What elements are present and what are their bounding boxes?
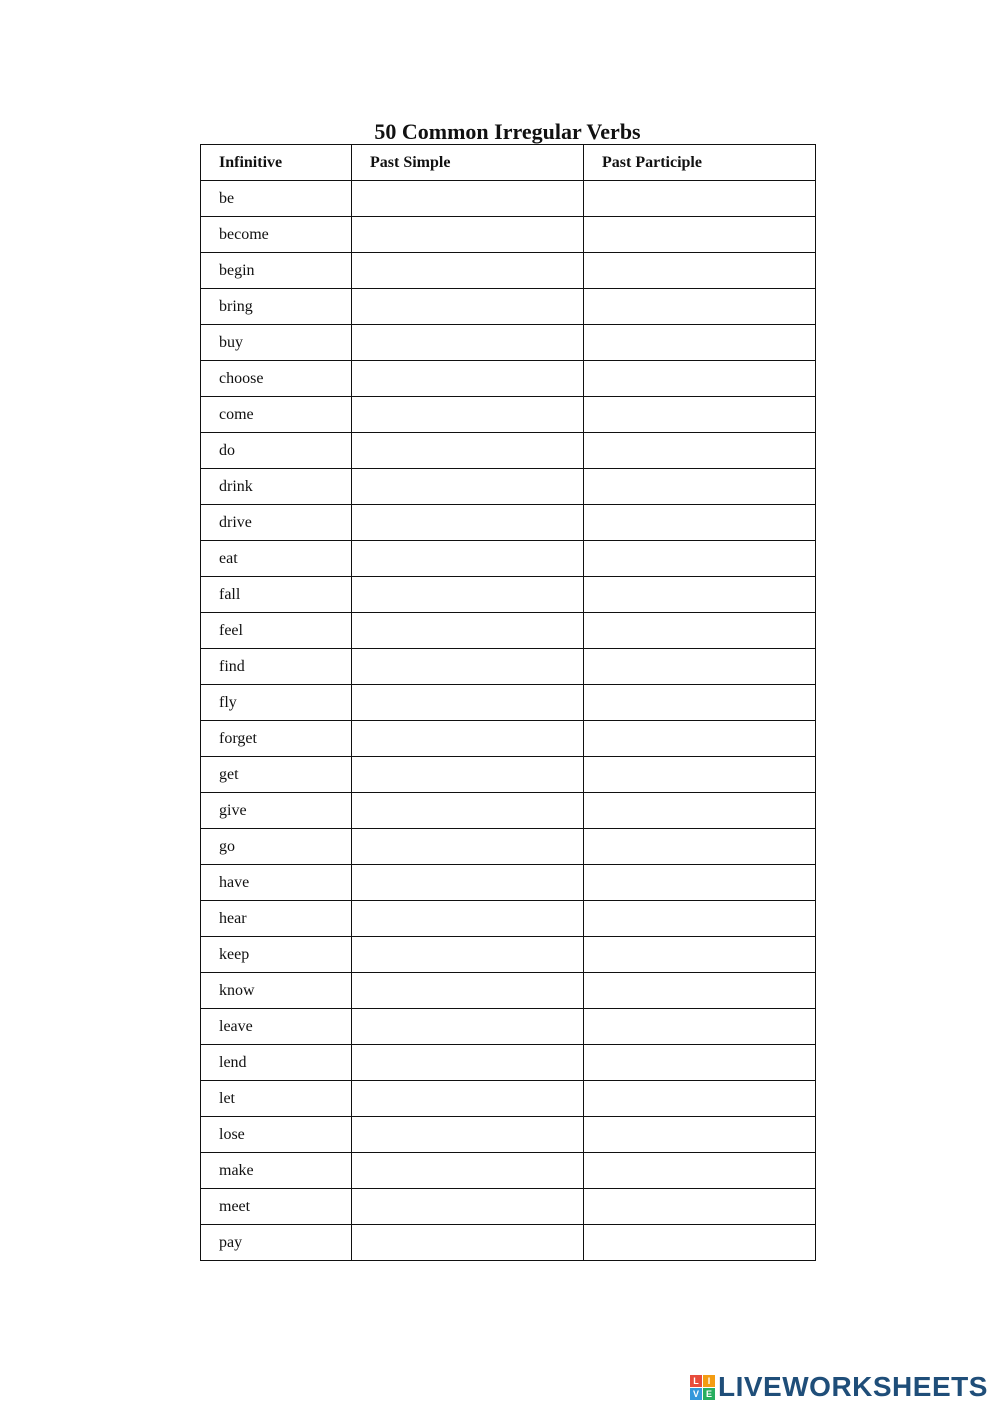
- table-row: [201, 649, 816, 685]
- infinitive-cell: lose: [201, 1117, 352, 1153]
- infinitive-cell: meet: [201, 1189, 352, 1225]
- past-simple-cell: [352, 181, 584, 217]
- infinitive-cell: feel: [201, 613, 352, 649]
- infinitive-cell: be: [201, 181, 352, 217]
- past-participle-cell: [584, 757, 816, 793]
- past-simple-cell: [352, 541, 584, 577]
- past-simple-cell: [352, 901, 584, 937]
- table-row: [201, 685, 816, 721]
- past-participle-cell: [584, 217, 816, 253]
- past-participle-input[interactable]: [602, 723, 819, 755]
- verb-table: [200, 144, 816, 1261]
- past-simple-input[interactable]: [370, 543, 587, 575]
- past-participle-input[interactable]: [602, 975, 819, 1007]
- past-simple-input[interactable]: [370, 363, 587, 395]
- past-simple-cell: [352, 577, 584, 613]
- past-participle-cell: [584, 181, 816, 217]
- past-participle-input[interactable]: [602, 183, 819, 215]
- infinitive-cell: drive: [201, 505, 352, 541]
- past-participle-input[interactable]: [602, 651, 819, 683]
- past-simple-input[interactable]: [370, 1191, 587, 1223]
- past-simple-input[interactable]: [370, 183, 587, 215]
- past-participle-input[interactable]: [602, 1083, 819, 1115]
- past-simple-cell: [352, 793, 584, 829]
- infinitive-cell: make: [201, 1153, 352, 1189]
- past-participle-cell: [584, 253, 816, 289]
- past-participle-input[interactable]: [602, 615, 819, 647]
- past-simple-input[interactable]: [370, 903, 587, 935]
- logo-mark-tile: V: [690, 1388, 702, 1400]
- past-simple-input[interactable]: [370, 435, 587, 467]
- table-row: [201, 793, 816, 829]
- past-participle-input[interactable]: [602, 1191, 819, 1223]
- past-simple-input[interactable]: [370, 723, 587, 755]
- past-participle-cell: [584, 505, 816, 541]
- past-simple-cell: [352, 613, 584, 649]
- past-simple-input[interactable]: [370, 867, 587, 899]
- infinitive-cell: go: [201, 829, 352, 865]
- table-row: [201, 325, 816, 361]
- past-participle-cell: [584, 361, 816, 397]
- past-participle-cell: [584, 433, 816, 469]
- infinitive-cell: leave: [201, 1009, 352, 1045]
- past-participle-cell: [584, 613, 816, 649]
- past-participle-cell: [584, 469, 816, 505]
- table-header-row: [201, 145, 816, 181]
- past-participle-cell: [584, 937, 816, 973]
- infinitive-cell: drink: [201, 469, 352, 505]
- past-simple-cell: [352, 1081, 584, 1117]
- infinitive-cell: become: [201, 217, 352, 253]
- table-row: [201, 217, 816, 253]
- header-infinitive: Infinitive: [201, 145, 352, 181]
- logo-mark-tile: I: [703, 1375, 715, 1387]
- past-simple-cell: [352, 433, 584, 469]
- past-simple-input[interactable]: [370, 1155, 587, 1187]
- past-participle-input[interactable]: [602, 327, 819, 359]
- past-participle-input[interactable]: [602, 1119, 819, 1151]
- past-simple-cell: [352, 685, 584, 721]
- past-participle-cell: [584, 1045, 816, 1081]
- infinitive-cell: have: [201, 865, 352, 901]
- past-participle-input[interactable]: [602, 471, 819, 503]
- infinitive-cell: bring: [201, 289, 352, 325]
- past-participle-input[interactable]: [602, 435, 819, 467]
- past-simple-cell: [352, 325, 584, 361]
- table-row: [201, 253, 816, 289]
- past-participle-cell: [584, 685, 816, 721]
- infinitive-cell: fall: [201, 577, 352, 613]
- liveworksheets-logo: [690, 1372, 988, 1402]
- past-participle-input[interactable]: [602, 795, 819, 827]
- header-past-participle: Past Participle: [584, 145, 816, 181]
- table-row: [201, 901, 816, 937]
- past-simple-cell: [352, 1009, 584, 1045]
- logo-mark-tile: L: [690, 1375, 702, 1387]
- past-simple-cell: [352, 1117, 584, 1153]
- past-participle-cell: [584, 865, 816, 901]
- page-title: 50 Common Irregular Verbs: [374, 119, 641, 144]
- table-row: [201, 397, 816, 433]
- infinitive-cell: buy: [201, 325, 352, 361]
- past-simple-cell: [352, 361, 584, 397]
- table-row: [201, 757, 816, 793]
- logo-text: LIVEWORKSHEETS: [718, 1371, 988, 1402]
- past-simple-input[interactable]: [370, 795, 587, 827]
- table-row: [201, 829, 816, 865]
- past-simple-cell: [352, 973, 584, 1009]
- past-participle-cell: [584, 541, 816, 577]
- past-simple-input[interactable]: [370, 1119, 587, 1151]
- past-participle-input[interactable]: [602, 219, 819, 251]
- past-simple-cell: [352, 1189, 584, 1225]
- infinitive-cell: pay: [201, 1225, 352, 1261]
- past-participle-cell: [584, 289, 816, 325]
- past-simple-cell: [352, 721, 584, 757]
- past-simple-input[interactable]: [370, 1011, 587, 1043]
- table-row: [201, 1009, 816, 1045]
- logo-mark-tile: E: [703, 1388, 715, 1400]
- table-row: [201, 613, 816, 649]
- past-simple-input[interactable]: [370, 507, 587, 539]
- infinitive-cell: come: [201, 397, 352, 433]
- past-simple-input[interactable]: [370, 255, 587, 287]
- past-participle-cell: [584, 325, 816, 361]
- infinitive-cell: let: [201, 1081, 352, 1117]
- past-simple-cell: [352, 217, 584, 253]
- table-row: [201, 361, 816, 397]
- table-row: [201, 865, 816, 901]
- past-participle-cell: [584, 973, 816, 1009]
- infinitive-cell: do: [201, 433, 352, 469]
- past-participle-input[interactable]: [602, 363, 819, 395]
- past-participle-cell: [584, 1081, 816, 1117]
- past-participle-input[interactable]: [602, 399, 819, 431]
- past-participle-input[interactable]: [602, 507, 819, 539]
- past-participle-cell: [584, 1009, 816, 1045]
- past-participle-input[interactable]: [602, 1011, 819, 1043]
- past-simple-input[interactable]: [370, 939, 587, 971]
- past-simple-cell: [352, 289, 584, 325]
- table-row: [201, 541, 816, 577]
- past-simple-input[interactable]: [370, 327, 587, 359]
- past-participle-cell: [584, 1189, 816, 1225]
- past-simple-input[interactable]: [370, 1227, 587, 1259]
- past-simple-cell: [352, 757, 584, 793]
- table-row: [201, 289, 816, 325]
- table-row: [201, 469, 816, 505]
- table-row: [201, 721, 816, 757]
- past-participle-input[interactable]: [602, 759, 819, 791]
- past-simple-input[interactable]: [370, 975, 587, 1007]
- past-simple-input[interactable]: [370, 759, 587, 791]
- infinitive-cell: fly: [201, 685, 352, 721]
- past-simple-cell: [352, 253, 584, 289]
- logo-mark-icon: [690, 1375, 715, 1400]
- table-row: [201, 577, 816, 613]
- past-participle-input[interactable]: [602, 579, 819, 611]
- infinitive-cell: get: [201, 757, 352, 793]
- past-participle-cell: [584, 829, 816, 865]
- header-past-simple: Past Simple: [352, 145, 584, 181]
- past-simple-cell: [352, 649, 584, 685]
- table-row: [201, 505, 816, 541]
- table-row: [201, 433, 816, 469]
- past-simple-input[interactable]: [370, 615, 587, 647]
- infinitive-cell: give: [201, 793, 352, 829]
- past-simple-input[interactable]: [370, 471, 587, 503]
- table-row: [201, 1189, 816, 1225]
- past-simple-input[interactable]: [370, 651, 587, 683]
- infinitive-cell: know: [201, 973, 352, 1009]
- past-simple-input[interactable]: [370, 219, 587, 251]
- infinitive-cell: forget: [201, 721, 352, 757]
- past-participle-cell: [584, 397, 816, 433]
- past-participle-input[interactable]: [602, 1155, 819, 1187]
- past-simple-cell: [352, 397, 584, 433]
- past-participle-cell: [584, 721, 816, 757]
- past-participle-cell: [584, 1225, 816, 1261]
- past-simple-cell: [352, 829, 584, 865]
- infinitive-cell: keep: [201, 937, 352, 973]
- past-simple-cell: [352, 1153, 584, 1189]
- past-simple-input[interactable]: [370, 831, 587, 863]
- past-simple-cell: [352, 865, 584, 901]
- infinitive-cell: find: [201, 649, 352, 685]
- table-row: [201, 1081, 816, 1117]
- infinitive-cell: begin: [201, 253, 352, 289]
- past-participle-input[interactable]: [602, 255, 819, 287]
- infinitive-cell: eat: [201, 541, 352, 577]
- table-row: [201, 973, 816, 1009]
- past-simple-input[interactable]: [370, 1083, 587, 1115]
- past-simple-cell: [352, 937, 584, 973]
- past-simple-cell: [352, 1045, 584, 1081]
- past-participle-input[interactable]: [602, 903, 819, 935]
- past-participle-input[interactable]: [602, 543, 819, 575]
- past-participle-cell: [584, 1153, 816, 1189]
- table-row: [201, 1117, 816, 1153]
- past-simple-input[interactable]: [370, 1047, 587, 1079]
- infinitive-cell: hear: [201, 901, 352, 937]
- past-participle-cell: [584, 649, 816, 685]
- past-participle-input[interactable]: [602, 831, 819, 863]
- past-simple-cell: [352, 469, 584, 505]
- past-participle-input[interactable]: [602, 291, 819, 323]
- past-simple-input[interactable]: [370, 399, 587, 431]
- past-simple-input[interactable]: [370, 291, 587, 323]
- past-participle-input[interactable]: [602, 867, 819, 899]
- past-participle-cell: [584, 577, 816, 613]
- past-participle-cell: [584, 1117, 816, 1153]
- table-row: [201, 1045, 816, 1081]
- infinitive-cell: lend: [201, 1045, 352, 1081]
- table-row: [201, 1153, 816, 1189]
- past-simple-input[interactable]: [370, 579, 587, 611]
- past-participle-input[interactable]: [602, 939, 819, 971]
- past-simple-cell: [352, 1225, 584, 1261]
- past-participle-cell: [584, 793, 816, 829]
- past-simple-cell: [352, 505, 584, 541]
- past-participle-cell: [584, 901, 816, 937]
- past-participle-input[interactable]: [602, 1227, 819, 1259]
- past-participle-input[interactable]: [602, 687, 819, 719]
- table-row: [201, 937, 816, 973]
- infinitive-cell: choose: [201, 361, 352, 397]
- past-participle-input[interactable]: [602, 1047, 819, 1079]
- table-row: [201, 181, 816, 217]
- verb-rows: [201, 181, 816, 1261]
- table-row: [201, 1225, 816, 1261]
- past-simple-input[interactable]: [370, 687, 587, 719]
